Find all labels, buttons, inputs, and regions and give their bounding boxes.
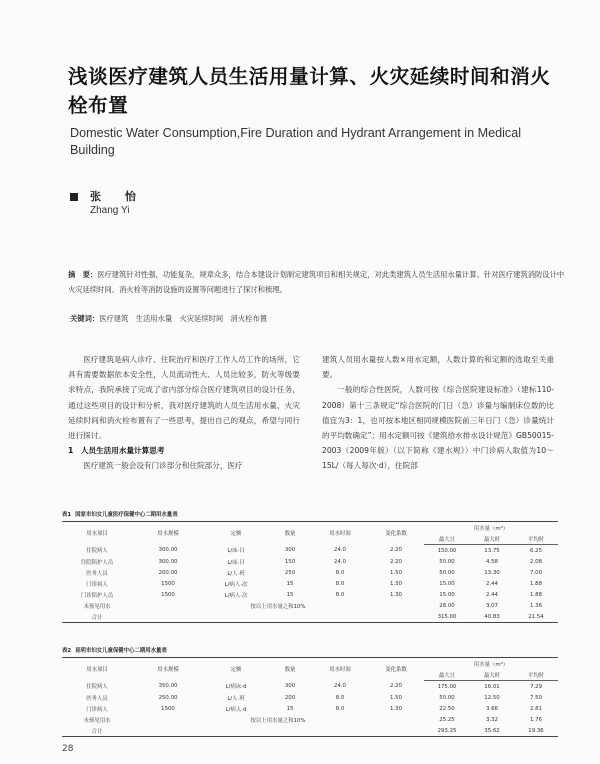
- keywords-text: 医疗建筑 生活用水量 火灾延续时间 消火栓布置: [99, 314, 268, 323]
- keywords: [70, 314, 550, 324]
- table-cell: 15: [286, 705, 294, 712]
- table-cell: 16.01: [484, 683, 500, 690]
- article-title-en: Domestic Water Consumption,Fire Duration and Hydrant Arrangement in Medical Building: [70, 126, 522, 157]
- table-cell: 8.0: [335, 580, 345, 587]
- table-row: [62, 714, 558, 725]
- table-cell: 2.20: [389, 683, 402, 690]
- table-cell: 门诊病人: [86, 706, 108, 713]
- table-cell: 3.32: [485, 716, 498, 723]
- table-cell: 300: [284, 683, 296, 690]
- table-cell: 1500: [161, 580, 175, 587]
- table-cell: 300: [284, 547, 296, 554]
- table-cell: L/病人·次: [224, 592, 248, 599]
- table-cell: [268, 725, 312, 737]
- table-cell: 8.0: [335, 569, 345, 576]
- table-row: [62, 567, 558, 578]
- table-cell: 6.25: [530, 547, 543, 554]
- table-row: [62, 578, 558, 589]
- table1-body: [62, 545, 558, 623]
- table-subheader: 最大时: [470, 533, 514, 545]
- table-subheader: 最大日: [424, 669, 470, 681]
- table-row: [62, 600, 558, 611]
- table-cell: L/床·日: [227, 548, 245, 555]
- table-cell: L/病人·次: [224, 581, 248, 588]
- table-header: 用水量（m³）: [424, 522, 558, 534]
- table-cell: 50.00: [439, 694, 455, 701]
- table-cell: 2.44: [485, 591, 498, 598]
- table-header: 用水项目: [62, 658, 132, 681]
- table-cell: 8.0: [335, 591, 345, 598]
- table-cell: 合计: [62, 725, 132, 737]
- table-cell: 1500: [161, 591, 175, 598]
- table-cell: 1500: [161, 705, 175, 712]
- table-cell: 315.00: [424, 611, 470, 623]
- author-name-cn: 张 怡: [90, 190, 146, 203]
- body-column-right: [322, 352, 554, 474]
- table-header: 用水时间: [312, 522, 368, 545]
- table-cell: 35.62: [470, 725, 514, 737]
- table-cell: 1.88: [530, 591, 543, 598]
- table-cell: L/病床·d: [225, 684, 247, 691]
- table-cell: 24.0: [333, 558, 346, 565]
- table-subheader: 最大日: [424, 533, 470, 545]
- paragraph: 医疗建筑是病人诊疗、住院治疗和医疗工作人员工作的场所，它具有需要数据依本安全性，人员流动性大、人员比较多，防火等级要求特点，我院承接了完成了省内部分综合医疗建筑项目的设计任务，通过这些项目的设计和分析，我对医疗建筑的人员生活用水量、火灾延续时间和消火栓布置有了一些思考，提出自己的观点，希望与同行进行探讨。: [68, 355, 300, 441]
- table1-caption-text: 国家市妇女儿童医疗保健中心二期用水量表: [75, 512, 178, 518]
- table-cell: 24.0: [333, 547, 346, 554]
- table-cell: L/床·日: [227, 559, 245, 566]
- table-subheader: 平均时: [514, 669, 558, 681]
- table-cell: 2.08: [530, 558, 543, 565]
- table-header: 变化系数: [368, 658, 424, 681]
- table-cell: 293.25: [424, 725, 470, 737]
- table-cell: 28.00: [439, 602, 455, 609]
- section-heading: 1 人员生活用水量计算思考: [68, 446, 165, 456]
- table-cell: 250: [284, 569, 296, 576]
- table2: [62, 657, 558, 737]
- table-cell: 1.50: [389, 569, 402, 576]
- table-cell: 3.66: [485, 705, 498, 712]
- table-cell: [204, 611, 268, 623]
- table-header: 数量: [268, 522, 312, 545]
- table-cell: 1.76: [530, 716, 543, 723]
- table2-caption-text: 昆明市妇女儿童保健中心二期用水量表: [75, 648, 167, 654]
- table-header: 定额: [204, 522, 268, 545]
- table-header: 用水时间: [312, 658, 368, 681]
- table-header: 用水规模: [132, 658, 204, 681]
- author-name-en: Zhang Yi: [90, 205, 130, 216]
- abstract: [68, 267, 568, 297]
- table-cell: [268, 611, 312, 623]
- author-bullet-icon: [70, 193, 78, 201]
- table-cell: [368, 611, 424, 623]
- table-cell: 300.00: [158, 547, 178, 554]
- table-cell: 175.00: [437, 683, 457, 690]
- table-row: [62, 725, 558, 737]
- table-cell: 1.30: [389, 591, 402, 598]
- table-cell: [368, 725, 424, 737]
- table-cell: 2.20: [389, 558, 402, 565]
- table-cell: 250.00: [158, 694, 178, 701]
- table-cell: 2.81: [530, 705, 543, 712]
- body-column-left: [68, 352, 300, 474]
- table-cell: 2.44: [485, 580, 498, 587]
- table2-caption: [62, 646, 167, 654]
- table-cell: 按以上用水量之和10%: [250, 603, 306, 610]
- table-row: [62, 556, 558, 567]
- table-cell: 15: [286, 580, 294, 587]
- table-cell: 1.30: [389, 705, 402, 712]
- paragraph: 建筑人员用水量按人数×用水定额，人数计算的和定额的选取至关重要。: [322, 355, 554, 380]
- table-row: [62, 692, 558, 703]
- table-cell: 医务人员: [86, 570, 108, 577]
- table-cell: 门诊病人: [86, 581, 108, 588]
- table-cell: 医务人员: [86, 695, 108, 702]
- table-cell: 40.83: [470, 611, 514, 623]
- table1: [62, 521, 558, 623]
- paragraph: 医疗建筑一般会设有门诊部分和住院部分，医疗: [83, 461, 243, 471]
- table-cell: [132, 725, 204, 737]
- table-cell: [204, 725, 268, 737]
- table-cell: 300.00: [158, 558, 178, 565]
- table2-body: [62, 681, 558, 737]
- keywords-label: 关键词：: [70, 314, 100, 323]
- table-row: [62, 703, 558, 714]
- table-cell: 24.0: [333, 683, 346, 690]
- table-cell: 15.00: [439, 580, 455, 587]
- table-cell: 21.54: [514, 611, 558, 623]
- table-cell: 1.36: [530, 602, 543, 609]
- table-cell: 住院病人: [86, 548, 108, 555]
- table-cell: 22.50: [439, 705, 455, 712]
- table-header: 数量: [268, 658, 312, 681]
- table-cell: 住院病人: [86, 684, 108, 691]
- table-cell: L/人·班: [227, 695, 245, 702]
- table-row: [62, 611, 558, 623]
- table-cell: 3.07: [485, 602, 498, 609]
- table-cell: 合计: [62, 611, 132, 623]
- table-cell: [312, 611, 368, 623]
- table-cell: L/人·班: [227, 570, 245, 577]
- table-cell: L/病人·d: [225, 706, 247, 713]
- article-title-cn: 浅谈医疗建筑人员生活用量计算、火灾延续时间和消火栓布置: [68, 65, 551, 117]
- page-number: 28: [62, 744, 74, 754]
- table-cell: 19.36: [514, 725, 558, 737]
- table-header: 定额: [204, 658, 268, 681]
- table-cell: 按以上用水量之和10%: [250, 717, 306, 724]
- table-cell: 350.00: [158, 683, 178, 690]
- table-cell: 4.58: [485, 558, 498, 565]
- table-subheader: 平均时: [514, 533, 558, 545]
- table-cell: 50.00: [439, 558, 455, 565]
- table-header: 用水项目: [62, 522, 132, 545]
- table-row: [62, 681, 558, 693]
- table-cell: 未预见用水: [83, 603, 111, 610]
- table-cell: [132, 611, 204, 623]
- table-cell: 住院陪护人员: [80, 559, 114, 566]
- abstract-label: 摘 要：: [68, 270, 98, 279]
- table-cell: 门诊陪护人员: [80, 592, 114, 599]
- table-cell: 1.30: [389, 580, 402, 587]
- table-cell: 50.00: [439, 569, 455, 576]
- table-cell: 200: [284, 694, 296, 701]
- table-row: [62, 545, 558, 557]
- table-cell: 1.88: [530, 580, 543, 587]
- table-cell: [312, 725, 368, 737]
- table-cell: 25.25: [439, 716, 455, 723]
- table-cell: 200.00: [158, 569, 178, 576]
- table-cell: 7.00: [530, 569, 543, 576]
- table-header: 变化系数: [368, 522, 424, 545]
- table-cell: 13.30: [484, 569, 500, 576]
- table-cell: 7.29: [530, 683, 543, 690]
- table-cell: 12.50: [484, 694, 500, 701]
- table-cell: 2.20: [389, 547, 402, 554]
- table-cell: 7.50: [530, 694, 543, 701]
- table-row: [62, 589, 558, 600]
- table1-caption: [62, 510, 178, 518]
- table-header: 用水量（m³）: [424, 658, 558, 670]
- table-cell: 1.50: [389, 694, 402, 701]
- table-cell: 8.0: [335, 705, 345, 712]
- table-subheader: 最大时: [470, 669, 514, 681]
- table-cell: 13.75: [484, 547, 500, 554]
- paragraph: 一般的综合性医院，人数可按《综合医院建设标准》（建标110-2008）第十三条规定“综合医院的门日（急）诊量与编制床位数的比值宜为3：1，也可按本地区相同规模医院前三年日门（急）诊量统计的平均数确定”；用水定额可按《建筑给水排水设计规范》GB50015-2003（2009年版）（以下简称《建水规》）中门诊病人取值为10～15L/（每人每次·d），住院部: [322, 385, 554, 471]
- table-cell: 未预见用水: [83, 717, 111, 724]
- table2-number: 表2: [62, 648, 72, 654]
- table-cell: 150: [284, 558, 296, 565]
- abstract-text: 医疗建筑针对性强，功能复杂，规章众多，结合本建设计划制定建筑项目和相关规定，对此类建筑人员生活用水量计算、针对医疗建筑消防设计中火灾延续时间、消火栓等消防设施的设置等问题进行了探讨和梳理。: [68, 270, 565, 294]
- table-cell: 8.0: [335, 694, 345, 701]
- table-cell: 15: [286, 591, 294, 598]
- table-cell: 15.00: [439, 591, 455, 598]
- table-cell: 150.00: [437, 547, 457, 554]
- table1-number: 表1: [62, 512, 72, 518]
- table-header: 用水规模: [132, 522, 204, 545]
